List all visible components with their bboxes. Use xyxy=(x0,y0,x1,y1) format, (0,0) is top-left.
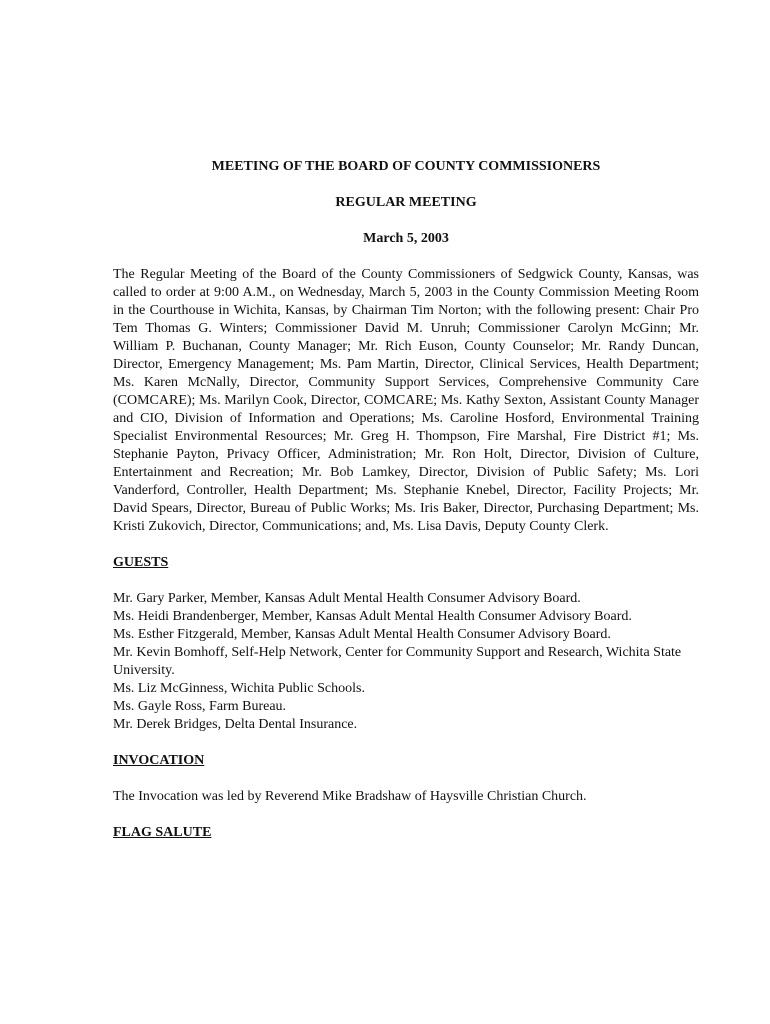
guest-item: Ms. Gayle Ross, Farm Bureau. xyxy=(113,699,287,714)
guest-item: Mr. Kevin Bomhoff, Self-Help Network, Center for Community Support and Research, Wichita State University. xyxy=(113,645,682,678)
flag-salute-heading: FLAG SALUTE xyxy=(113,825,212,840)
invocation-heading: INVOCATION xyxy=(113,753,205,768)
document-page xyxy=(113,158,699,860)
guest-item: Mr. Derek Bridges, Delta Dental Insurance. xyxy=(113,717,358,732)
guests-heading: GUESTS xyxy=(113,555,169,570)
document-title: MEETING OF THE BOARD OF COUNTY COMMISSIONERS xyxy=(211,159,601,174)
meeting-type: REGULAR MEETING xyxy=(335,195,477,210)
guest-list xyxy=(113,590,699,734)
intro-paragraph: The Regular Meeting of the Board of the County Commissioners of Sedgwick County, Kansas, was called to order at 9:00 A.M., on Wednesday, March 5, 2003 in the County Commission Meeting Room in the Courthouse in Wichita, Kansas, by Chairman Tim Norton; with the following present: Chair Pro Tem Thomas G. Winters; Commissioner David M. Unruh; Commissioner Carolyn McGinn; Mr. William P. Buchanan, County Manager; Mr. Rich Euson, County Counselor; Mr. Randy Duncan, Director, Emergency Management; Ms. Pam Martin, Director, Clinical Services, Health Department; Ms. Karen McNally, Director, Community Support Services, Comprehensive Community Care (COMCARE); Ms. Marilyn Cook, Director, COMCARE; Ms. Kathy Sexton, Assistant County Manager and CIO, Division of Information and Operations; Ms. Caroline Hosford, Environmental Training Specialist Environmental Resources; Mr. Greg H. Thompson, Fire Marshal, Fire District #1; Ms. Stephanie Payton, Privacy Officer, Administration; Mr. Ron Holt, Director, Division of Culture, Entertainment and Recreation; Mr. Bob Lamkey, Director, Division of Public Safety; Ms. Lori Vanderford, Controller, Health Department; Ms. Stephanie Knebel, Director, Facility Projects; Mr. David Spears, Director, Bureau of Public Works; Ms. Iris Baker, Director, Purchasing Department; Ms. Kristi Zukovich, Director, Communications; and, Ms. Lisa Davis, Deputy County Clerk. xyxy=(113,267,699,534)
guest-item: Mr. Gary Parker, Member, Kansas Adult Mental Health Consumer Advisory Board. xyxy=(113,591,581,606)
guest-item: Ms. Heidi Brandenberger, Member, Kansas Adult Mental Health Consumer Advisory Board. xyxy=(113,609,632,624)
guest-item: Ms. Esther Fitzgerald, Member, Kansas Adult Mental Health Consumer Advisory Board. xyxy=(113,627,611,642)
guest-item: Ms. Liz McGinness, Wichita Public Schools. xyxy=(113,681,365,696)
meeting-date: March 5, 2003 xyxy=(363,231,449,246)
invocation-text: The Invocation was led by Reverend Mike Bradshaw of Haysville Christian Church. xyxy=(113,789,587,804)
